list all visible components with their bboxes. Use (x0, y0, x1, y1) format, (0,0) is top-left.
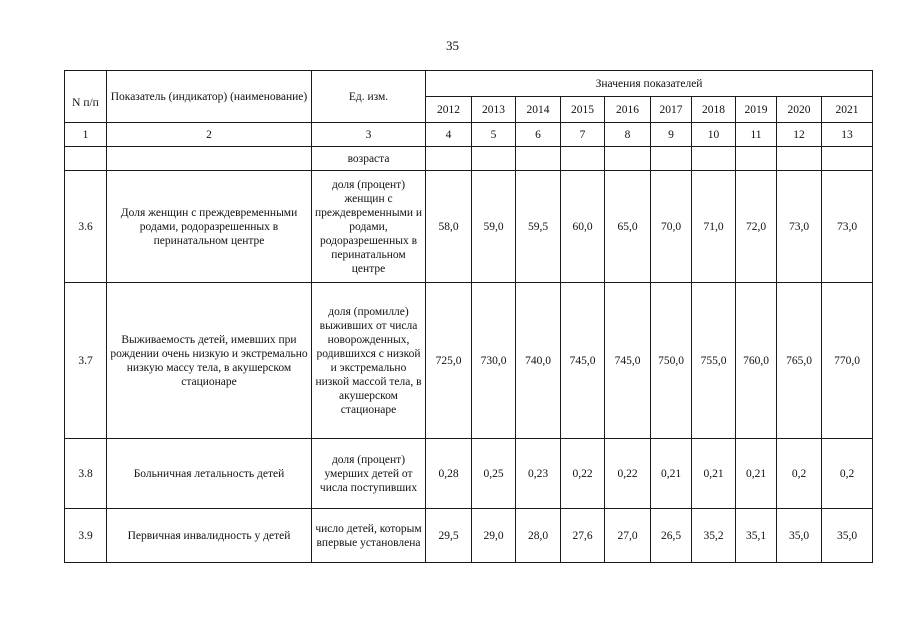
value-cell: 35,0 (822, 509, 873, 563)
table-row (65, 283, 873, 439)
value-cell: 26,5 (651, 509, 692, 563)
column-number-cell: 2 (107, 123, 312, 147)
table-row (65, 147, 873, 171)
value-cell (605, 147, 651, 171)
value-cell: 0,28 (426, 439, 472, 509)
row-number-cell: 3.9 (65, 509, 107, 563)
table-row (65, 171, 873, 283)
value-cell: 58,0 (426, 171, 472, 283)
header-year: 2016 (605, 97, 651, 123)
indicator-name-cell: Первичная инвалидность у детей (107, 509, 312, 563)
value-cell (516, 147, 561, 171)
table-row (65, 509, 873, 563)
value-cell: 0,21 (651, 439, 692, 509)
indicators-table (64, 70, 873, 563)
unit-cell: доля (процент) умерших детей от числа поступивших (312, 439, 426, 509)
row-number-cell: 3.6 (65, 171, 107, 283)
value-cell: 59,5 (516, 171, 561, 283)
column-number-cell: 4 (426, 123, 472, 147)
unit-cell: возраста (312, 147, 426, 171)
value-cell: 0,22 (561, 439, 605, 509)
row-number-cell: 3.7 (65, 283, 107, 439)
row-number-cell: 3.8 (65, 439, 107, 509)
value-cell: 765,0 (777, 283, 822, 439)
column-number-cell: 5 (472, 123, 516, 147)
column-number-cell: 6 (516, 123, 561, 147)
value-cell: 73,0 (777, 171, 822, 283)
header-indicator: Показатель (индикатор) (наименование) (107, 71, 312, 123)
value-cell: 760,0 (736, 283, 777, 439)
header-year: 2018 (692, 97, 736, 123)
column-number-cell: 13 (822, 123, 873, 147)
value-cell: 0,2 (822, 439, 873, 509)
value-cell: 755,0 (692, 283, 736, 439)
indicator-name-cell: Доля женщин с преждевременными родами, родоразрешенных в перинатальном центре (107, 171, 312, 283)
header-year: 2015 (561, 97, 605, 123)
value-cell: 35,1 (736, 509, 777, 563)
indicator-name-cell (107, 147, 312, 171)
value-cell (692, 147, 736, 171)
table-row (65, 439, 873, 509)
value-cell (777, 147, 822, 171)
value-cell: 60,0 (561, 171, 605, 283)
header-year: 2021 (822, 97, 873, 123)
value-cell (651, 147, 692, 171)
column-number-cell: 7 (561, 123, 605, 147)
header-values-group: Значения показателей (426, 71, 873, 97)
unit-cell: число детей, которым впервые установлена (312, 509, 426, 563)
header-unit: Ед. изм. (312, 71, 426, 123)
value-cell (736, 147, 777, 171)
value-cell: 0,23 (516, 439, 561, 509)
value-cell: 73,0 (822, 171, 873, 283)
value-cell: 70,0 (651, 171, 692, 283)
value-cell: 0,2 (777, 439, 822, 509)
value-cell: 745,0 (561, 283, 605, 439)
header-year: 2014 (516, 97, 561, 123)
column-number-cell: 11 (736, 123, 777, 147)
value-cell: 29,5 (426, 509, 472, 563)
unit-cell: доля (процент) женщин с преждевременными и родами, родоразрешенных в перинатальном центре (312, 171, 426, 283)
value-cell: 71,0 (692, 171, 736, 283)
value-cell: 35,2 (692, 509, 736, 563)
value-cell: 0,21 (736, 439, 777, 509)
value-cell: 750,0 (651, 283, 692, 439)
header-year: 2017 (651, 97, 692, 123)
column-number-cell: 9 (651, 123, 692, 147)
value-cell: 35,0 (777, 509, 822, 563)
value-cell: 770,0 (822, 283, 873, 439)
column-number-cell: 8 (605, 123, 651, 147)
value-cell: 27,0 (605, 509, 651, 563)
value-cell: 28,0 (516, 509, 561, 563)
row-number-cell (65, 147, 107, 171)
unit-cell: доля (промилле) выживших от числа новорожденных, родившихся с низкой и экстремально низкой массой тела, в акушерском стационаре (312, 283, 426, 439)
value-cell: 27,6 (561, 509, 605, 563)
value-cell: 730,0 (472, 283, 516, 439)
value-cell: 725,0 (426, 283, 472, 439)
value-cell (426, 147, 472, 171)
column-number-cell: 12 (777, 123, 822, 147)
header-num: N п/п (65, 71, 107, 123)
header-year: 2020 (777, 97, 822, 123)
page-number: 35 (446, 38, 459, 53)
header-year: 2013 (472, 97, 516, 123)
value-cell: 0,21 (692, 439, 736, 509)
indicator-name-cell: Больничная летальность детей (107, 439, 312, 509)
value-cell (472, 147, 516, 171)
value-cell: 72,0 (736, 171, 777, 283)
column-number-cell: 10 (692, 123, 736, 147)
value-cell (561, 147, 605, 171)
value-cell (822, 147, 873, 171)
value-cell: 745,0 (605, 283, 651, 439)
column-number-cell: 1 (65, 123, 107, 147)
value-cell: 29,0 (472, 509, 516, 563)
value-cell: 0,22 (605, 439, 651, 509)
indicator-name-cell: Выживаемость детей, имевших при рождении очень низкую и экстремально низкую массу тела, в акушерском стационаре (107, 283, 312, 439)
column-number-cell: 3 (312, 123, 426, 147)
value-cell: 0,25 (472, 439, 516, 509)
value-cell: 740,0 (516, 283, 561, 439)
header-year: 2012 (426, 97, 472, 123)
header-year: 2019 (736, 97, 777, 123)
value-cell: 65,0 (605, 171, 651, 283)
value-cell: 59,0 (472, 171, 516, 283)
